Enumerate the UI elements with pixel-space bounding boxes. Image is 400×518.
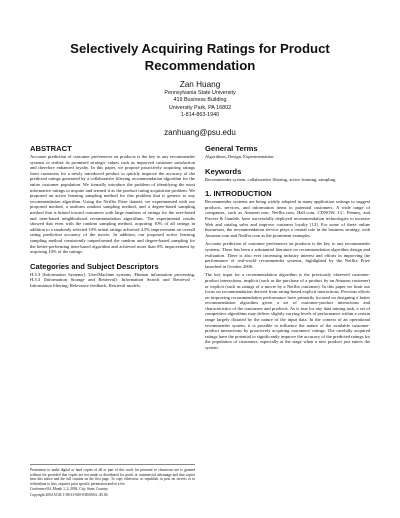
introduction-paragraph: Accurate prediction of customer preferences on products is the key to any recommender systems. There has been a substantial literature on recommendation algorithm design and evaluation. There is also ever increasing industry interest and efforts in improving the performance of real-world recommender systems, highlighted by the Netflix Prize launched in October 2006. bbox=[205, 241, 370, 269]
author-name: Zan Huang bbox=[179, 80, 221, 89]
copyright-line: Permission to make digital or hard copies of all or part of this work for personal or classroom use is granted without fee provided that copies are not made or distributed for profit or commercial advantage and that copies bear this notice and the full citation on the first page. To copy otherwise, or republish, to post on servers or to redistribute to lists, requires prior specific permission and/or a fee. bbox=[30, 468, 195, 486]
abstract-text: Accurate prediction of customer preferences on products is the key to any recommender systems to realize its promised strategic values such as improved customer satisfaction and therefore enhanced loyalty. In this paper, we propose proactively acquiring ratings from customers for a newly introduced product to quickly improve the accuracy of the predicted ratings generated by a collaborative filtering recommendation algorithm for the entire customer population. We formally introduce the problem of identifying the most informative ratings to acquire and termed it as the product rating acquisition problem. We proposed an active learning sampling method for this problem that is generic to any recommendation algorithm. Using the Netflix Prize dataset, we experimented with our proposed method, a uniform random sampling method, and a degree-based sampling method that is biased toward customers with large numbers of ratings for the user-based and item-based neighborhood recommendation algorithms. The experimental results showed that even with the random sampling method, acquiring 10% of all ratings in addition to a randomly selected 10% initial ratings achieved 4.5% improvement on overall rating prediction accuracy of the movie. In addition, our proposed active learning sampling method consistently outperformed the random and degree-based sampling for the better-performing item-based algorithm and achieved more than 8% improvement by acquiring 10% of the ratings. bbox=[30, 154, 195, 255]
introduction-paragraph: Recommender systems are being widely adopted in many application settings to suggest products, services, and information items to potential customers. A wide range of companies, such as Amazon.com, Netflix.com, Half.com, CDNOW, J.C. Penney, and Procter & Gamble, have successfully deployed recommendation technologies to increase Web and catalog sales and improve customer loyalty [13]. For some of these online businesses, the recommendation service plays a central role in the business strategy, with Amazon.com and Netflix.com as the prominent examples. bbox=[205, 199, 370, 238]
author-block bbox=[100, 80, 300, 138]
author-email: zanhuang@psu.edu bbox=[164, 127, 236, 137]
introduction-heading: 1. INTRODUCTION bbox=[205, 189, 272, 199]
right-column bbox=[205, 144, 370, 351]
introduction-paragraph: The key input for a recommendation algorithm is the previously observed customer-product interactions, implicit (such as the purchase of a product by an Amazon customer) or explicit (such as ratings of a movie by a Netflix customer). In this paper we limit our focus on recommendation derived from rating-based explicit interactions. Previous efforts on improving recommendation performance have primarily focused on designing a better recommendation algorithm given a set of customer-product interactions and characteristics of the customers and products. As is true for any data mining task, a set of competitive algorithms may deliver slightly varying levels of performance within a certain range largely dictated by the nature of the input data. In the context of an operational recommender system, it is possible to influence the nature of the available customer-product interactions by proactively acquiring customers' ratings. The carefully acquired ratings have the potential to significantly improve the accuracy of the predicted ratings for the population of customers, especially at the stage when a new product just enters the system. bbox=[205, 272, 370, 351]
general-terms-heading: General Terms bbox=[205, 144, 258, 153]
left-column bbox=[30, 144, 195, 288]
introduction-section bbox=[205, 189, 370, 350]
affiliation-line: 1-814-863-1940 bbox=[180, 112, 220, 119]
categories-section bbox=[30, 262, 195, 289]
categories-heading: Categories and Subject Descriptors bbox=[30, 261, 159, 271]
keywords-text: Recommender system, collaborative filtering, active learning, sampling. bbox=[205, 176, 337, 182]
affiliation-line: 419 Business Building bbox=[173, 97, 227, 104]
abstract-heading: ABSTRACT bbox=[30, 144, 72, 153]
general-terms-text: Algorithms, Design, Experimentation. bbox=[205, 154, 275, 159]
copyright-line: Conference'04, Month 1–2, 2004, City, State, Country. bbox=[30, 487, 109, 491]
keywords-heading: Keywords bbox=[205, 166, 242, 176]
affiliation-line: University Park, PA 16802 bbox=[168, 104, 232, 111]
copyright-line: Copyright 2004 ACM 1-58113-000-0/00/0004...$5.00. bbox=[30, 492, 109, 497]
keywords-section bbox=[205, 167, 370, 183]
categories-text: H.3.3 [Information Systems]: User/Machine systems -Human information processing, H.3.3 [Information Storage and Retrieval]: Information Search and Retrieval - Information filtering; Relevance feedback; Retrieval models. bbox=[30, 271, 195, 288]
affiliation-line: Pennsylvania State University bbox=[164, 90, 236, 96]
copyright-notice bbox=[30, 464, 195, 497]
paper-title: Selectively Acquiring Ratings for Product Recommendation bbox=[70, 41, 330, 73]
